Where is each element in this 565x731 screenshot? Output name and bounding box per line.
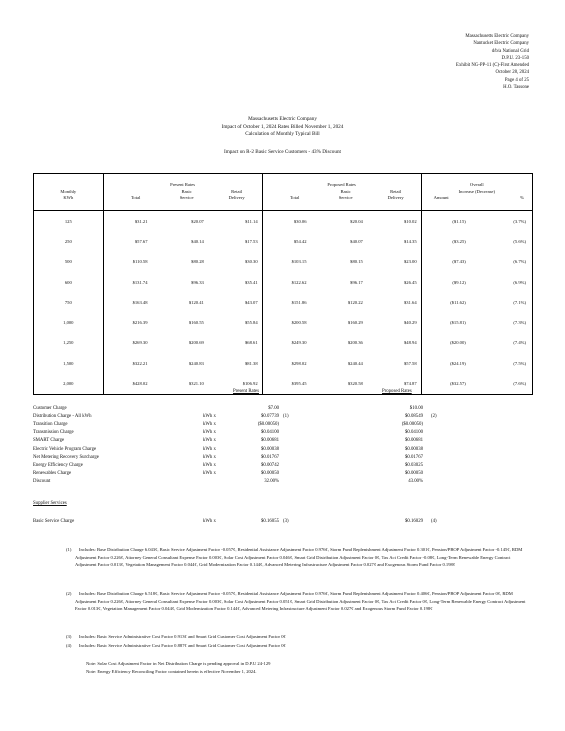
col-amount-label: Amount	[433, 195, 449, 201]
cell-n-total: $122.62	[262, 272, 316, 292]
rate-label: Energy Efficiency Charge	[33, 462, 83, 468]
cell-pct: (6.9%)	[513, 279, 526, 285]
proposed-rate-value: $0.03025	[405, 462, 423, 468]
proposed-rate-value: $0.08549	[405, 414, 423, 420]
rate-row	[33, 463, 533, 471]
cell-kwh: 750	[64, 299, 72, 305]
proposed-group-label: Proposed Rates	[327, 182, 356, 188]
cell-amount: ($7.43)	[421, 252, 468, 272]
cell-n-total: $30.06	[262, 211, 316, 232]
rate-label: Electric Vehicle Program Charge	[33, 446, 97, 452]
proposed-rate-value: $0.00038	[405, 446, 423, 452]
note-text: Includes: Basic Service Administrative Cost Factor 0.913¢ and Smart Grid Customer Cost Adjustment Factor 0¢	[79, 634, 286, 639]
cell-n-basic: $40.07	[350, 238, 363, 244]
rate-row	[33, 414, 533, 422]
proposed-rate-value: $0.00681	[405, 438, 423, 444]
cell-n-basic: $320.58	[347, 381, 363, 387]
rate-unit: kWh x	[203, 446, 216, 452]
rate-row	[33, 447, 533, 455]
title-line-1: Massachusetts Electric Company	[248, 116, 317, 122]
cell-p-basic: $200.69	[188, 340, 204, 346]
note-text: Includes: Basic Service Administrative Cost Factor 0.887¢ and Smart Grid Customer Cost Adjustment Factor 0¢	[79, 643, 286, 648]
table-row	[34, 333, 533, 353]
col-service-label: Service	[338, 195, 353, 201]
cell-p-total: $31.21	[103, 211, 157, 232]
table-row	[34, 292, 533, 312]
title-line-2: Impact of October 1, 2024 Rates Billed November 1, 2024	[221, 123, 344, 130]
table-header-row	[34, 174, 533, 211]
rate-row	[33, 422, 533, 430]
overall-header	[421, 174, 532, 211]
cell-n-delivery: $31.64	[403, 299, 417, 305]
cell-p-total: $131.74	[103, 272, 157, 292]
cell-amount: ($3.25)	[421, 231, 468, 251]
present-group-label: Present Rates	[170, 182, 196, 188]
cell-p-basic: $40.14	[191, 238, 204, 244]
cell-n-delivery: $10.02	[403, 218, 417, 224]
document-subtitle: Impact on R-2 Basic Service Customers - 43% Discount	[224, 149, 341, 155]
col-header-kwh	[34, 174, 104, 211]
cell-kwh: 500	[64, 259, 72, 265]
table-row	[34, 353, 533, 373]
rate-label: Transmission Charge	[33, 430, 74, 436]
cell-spacer	[468, 333, 486, 353]
proposed-rate-value: $0.04100	[405, 430, 423, 436]
proposed-rate-value: $10.00	[409, 406, 423, 411]
cell-pct: (3.7%)	[513, 218, 526, 224]
table-body	[34, 211, 533, 395]
present-rate-value: $0.00038	[261, 446, 279, 452]
col-total-label: Total	[130, 195, 141, 201]
col-delivery-label: Delivery	[228, 195, 245, 201]
cell-p-total: $110.58	[103, 252, 157, 272]
present-rate-value: $0.16055	[261, 519, 279, 524]
cell-pct: (7.4%)	[513, 340, 526, 346]
rate-label: Discount	[33, 478, 51, 484]
cell-p-delivery: $43.07	[244, 299, 258, 305]
cell-p-basic: $321.10	[188, 381, 204, 387]
cell-n-delivery: $23.00	[403, 259, 417, 265]
header-line: Massachusetts Electric Company	[465, 34, 529, 39]
cell-amount: ($1.15)	[421, 211, 468, 232]
col-basic-label: Basic	[340, 188, 351, 194]
cell-pct: (7.3%)	[513, 320, 526, 326]
cell-kwh: 1,500	[63, 360, 74, 366]
col-basic-label: Basic	[181, 188, 192, 194]
cell-n-total: $54.42	[262, 231, 316, 251]
document-title	[0, 116, 565, 139]
cell-p-total: $428.02	[103, 373, 157, 394]
col-retail-label: Retail	[390, 188, 402, 194]
cell-amount: ($15.81)	[421, 312, 468, 332]
cell-p-total: $216.39	[103, 312, 157, 332]
cell-pct: (7.5%)	[513, 360, 526, 366]
cell-amount: ($20.00)	[421, 333, 468, 353]
cell-n-basic: $120.22	[347, 299, 363, 305]
table-row	[34, 252, 533, 272]
cell-amount: ($9.12)	[421, 272, 468, 292]
cell-n-basic: $200.36	[347, 340, 363, 346]
cell-p-basic: $20.07	[191, 218, 204, 224]
present-rate-value: $0.07739	[261, 414, 279, 420]
cell-p-delivery: $35.41	[244, 279, 258, 285]
col-total-label: Total	[289, 195, 300, 201]
header-line: Exhibit NG-PP-11 (C)-First Amended	[456, 63, 529, 69]
cell-p-total: $57.67	[103, 231, 157, 251]
header-line: October 28, 2024	[495, 70, 529, 76]
proposed-rate-note: (2)	[431, 414, 437, 420]
cell-n-delivery: $48.94	[403, 340, 417, 346]
cell-amount: ($32.57)	[421, 373, 468, 394]
col-monthly-label: Monthly	[60, 188, 77, 194]
cell-p-delivery: $17.53	[244, 238, 258, 244]
cell-p-basic: $96.33	[191, 279, 204, 285]
cell-p-basic: $160.55	[188, 320, 204, 326]
rate-unit: kWh x	[203, 414, 216, 420]
rate-label: Transition Charge	[33, 422, 68, 428]
proposed-rate-value: ($0.00050)	[401, 422, 423, 428]
rate-row	[33, 471, 533, 479]
rate-unit: kWh x	[203, 462, 216, 468]
exhibit-header	[456, 33, 529, 91]
cell-n-delivery: $40.29	[403, 320, 417, 326]
note-number: (2)	[66, 591, 72, 596]
cell-n-total: $200.58	[262, 312, 316, 332]
cell-p-delivery: $30.30	[244, 259, 258, 265]
cell-n-total: $249.30	[262, 333, 316, 353]
cell-n-delivery: $14.35	[403, 238, 417, 244]
table-row	[34, 312, 533, 332]
cell-n-delivery: $74.87	[403, 381, 417, 387]
cell-n-total: $395.45	[262, 373, 316, 394]
rate-row	[33, 479, 533, 487]
present-rate-value: 32.00%	[264, 478, 279, 484]
cell-spacer	[468, 231, 486, 251]
note-3	[66, 633, 530, 641]
proposed-rate-value: 43.00%	[408, 478, 423, 484]
rate-row	[33, 438, 533, 446]
note-number: (4)	[66, 643, 72, 648]
cell-n-basic: $96.17	[350, 279, 363, 285]
cell-spacer	[468, 353, 486, 373]
cell-kwh: 600	[64, 279, 72, 285]
rate-label: Net Metering Recovery Surcharge	[33, 454, 99, 460]
note-text: Includes: Base Distribution Charge 6.518¢, Basic Service Adjustment Factor -0.057¢, Residential Assistance Adjustment Factor 0.976¢, Storm Fund Replenishment Adjustment Factor 0.406¢, Pension/PBOP Adjustment Factor 0¢, RDM Adjustment Factor 0.226¢, Attorney General Consultant Expense Factor 0.003¢, Solar Cost Adjustment Factor 0.051¢, Smart Grid Distribution Adjustment Factor 0¢, Tax Act Credit Factor 0¢, Long-Term Renewable Energy Contract Adjustment Factor 0.013¢, Vegetation Management Factor 0.044¢, Grid Modernization Factor 0.144¢, Advanced Metering Infrastructure Adjustment Factor 0.027¢ and Exogenous Storm Fund Factor 0.198¢	[75, 591, 526, 612]
present-rate-value: ($0.00050)	[257, 422, 279, 428]
col-service-label: Service	[179, 195, 194, 201]
present-rate-value: $0.00681	[261, 438, 279, 444]
supplier-services-heading: Supplier Services	[33, 501, 67, 506]
cell-p-delivery: $55.84	[244, 320, 258, 326]
cell-n-delivery: $26.45	[403, 279, 417, 285]
header-line: H.O. Tassone	[503, 85, 529, 91]
rate-label: Basic Service Charge	[33, 519, 75, 524]
cell-pct: (7.1%)	[513, 299, 526, 305]
cell-p-delivery: $81.38	[244, 360, 258, 366]
cell-p-total: $322.21	[103, 353, 157, 373]
cell-n-basic: $20.04	[350, 218, 363, 224]
footnote-line: Note: Energy Efficiency Reconciling Factor contained herein is effective November 1, 2024.	[86, 668, 257, 674]
cell-n-basic: $80.15	[350, 259, 363, 265]
cell-n-basic: $160.29	[347, 320, 363, 326]
typical-bill-table	[33, 173, 533, 395]
cell-spacer	[468, 252, 486, 272]
cell-spacer	[468, 211, 486, 232]
cell-kwh: 125	[64, 218, 72, 224]
rate-unit: kWh x	[203, 430, 216, 436]
cell-kwh: 2,000	[63, 381, 74, 387]
rate-unit: kWh x	[203, 454, 216, 460]
proposed-rate-note: (4)	[431, 519, 437, 524]
present-rate-note: (1)	[283, 414, 289, 420]
present-rate-value: $7.00	[268, 406, 279, 411]
proposed-rate-value: $0.16029	[405, 519, 423, 524]
cell-n-total: $151.86	[262, 292, 316, 312]
cell-p-delivery: $11.14	[245, 218, 258, 224]
present-rate-value: $0.00742	[261, 462, 279, 468]
cell-pct: (6.7%)	[513, 259, 526, 265]
proposed-rates-header	[262, 174, 421, 211]
cell-kwh: 250	[64, 238, 72, 244]
cell-p-delivery: $68.61	[244, 340, 258, 346]
rate-label: Renewables Charge	[33, 470, 72, 476]
cell-n-delivery: $57.58	[403, 360, 417, 366]
overall-label: Overall	[469, 182, 484, 188]
cell-spacer	[468, 312, 486, 332]
cell-kwh: 1,250	[63, 340, 74, 346]
proposed-rates-heading: Proposed Rates	[382, 389, 412, 394]
table-row	[34, 272, 533, 292]
header-line: d/b/a National Grid	[491, 48, 529, 54]
present-rate-note: (3)	[283, 519, 289, 524]
note-4	[66, 642, 530, 650]
rate-unit: kWh x	[203, 438, 216, 444]
cell-pct: (5.6%)	[513, 238, 526, 244]
basic-service-row	[33, 519, 533, 527]
rate-row	[33, 406, 533, 414]
cell-n-basic: $240.44	[347, 360, 363, 366]
header-line: Page 4 of 25	[504, 77, 529, 83]
cell-p-basic: $120.41	[188, 299, 204, 305]
cell-p-delivery: $106.92	[242, 381, 258, 387]
present-rate-value: $0.04100	[261, 430, 279, 436]
cell-n-total: $103.15	[262, 252, 316, 272]
col-retail-label: Retail	[231, 188, 243, 194]
cell-p-basic: $80.28	[191, 259, 204, 265]
rate-label: Customer Charge	[33, 406, 67, 411]
rate-unit: kWh x	[203, 519, 216, 524]
note-text: Includes: Base Distribution Charge 6.043¢, Basic Service Adjustment Factor -0.057¢, Residential Assistance Adjustment Factor 0.976¢, Storm Fund Replenishment Adjustment Factor 0.301¢, Pension/PBOP Adjustment Factor -0.145¢, RDM Adjustment Factor 0.226¢, Attorney General Consultant Expense Factor 0.003¢, Solar Cost Adjustment Factor 0.046¢, Smart Grid Distribution Adjustment Factor 0¢, Tax Act Credit Factor -0.08¢, Long-Term Renewable Energy Contract Adjustment Factor 0.013¢, Vegetation Management Factor 0.044¢, Grid Modernization Factor 0.144¢, Advanced Metering Infrastructure Adjustment Factor 0.027¢ and Exogenous Storm Fund Factor 0.198¢	[75, 547, 523, 568]
title-line-3: Calculation of Monthly Typical Bill	[245, 131, 320, 138]
cell-pct: (7.6%)	[513, 381, 526, 387]
rate-row	[33, 455, 533, 463]
present-rate-value: $0.00050	[261, 470, 279, 476]
cell-amount: ($24.19)	[421, 353, 468, 373]
table-row	[34, 211, 533, 232]
table-row	[34, 231, 533, 251]
cell-kwh: 1,000	[63, 320, 74, 326]
rate-row	[33, 430, 533, 438]
cell-p-total: $269.30	[103, 333, 157, 353]
cell-spacer	[468, 292, 486, 312]
present-rate-value: $0.01767	[261, 454, 279, 460]
col-delivery-label: Delivery	[387, 195, 404, 201]
rate-label: SMART Charge	[33, 438, 65, 444]
note-1	[66, 546, 530, 569]
proposed-rate-value: $0.01767	[405, 454, 423, 460]
header-line: Nantucket Electric Company	[473, 41, 529, 47]
cell-n-total: $298.02	[262, 353, 316, 373]
cell-p-basic: $240.83	[188, 360, 204, 366]
cell-p-total: $163.48	[103, 292, 157, 312]
rate-unit: kWh x	[203, 422, 216, 428]
footnotes	[86, 660, 541, 675]
cell-spacer	[468, 272, 486, 292]
note-2	[66, 590, 530, 613]
present-rates-heading: Present Rates	[233, 389, 259, 394]
overall-sub-label: Increase (Decrease)	[458, 188, 495, 194]
footnote-line: Note: Solar Cost Adjustment Factor in Net Distribution Charge is pending approval in D.P.U 24-129	[86, 661, 271, 666]
rate-label: Distribution Charge - All kWh	[33, 414, 92, 420]
col-pct-label: %	[520, 195, 524, 201]
note-number: (3)	[66, 634, 72, 639]
rate-unit: kWh x	[203, 470, 216, 476]
present-rates-header	[103, 174, 262, 211]
proposed-rate-value: $0.00050	[405, 470, 423, 476]
header-line: D.P.U. 23-150	[501, 55, 529, 61]
note-number: (1)	[66, 547, 72, 552]
col-kwh-label: KWh	[63, 195, 74, 201]
cell-amount: ($11.62)	[421, 292, 468, 312]
